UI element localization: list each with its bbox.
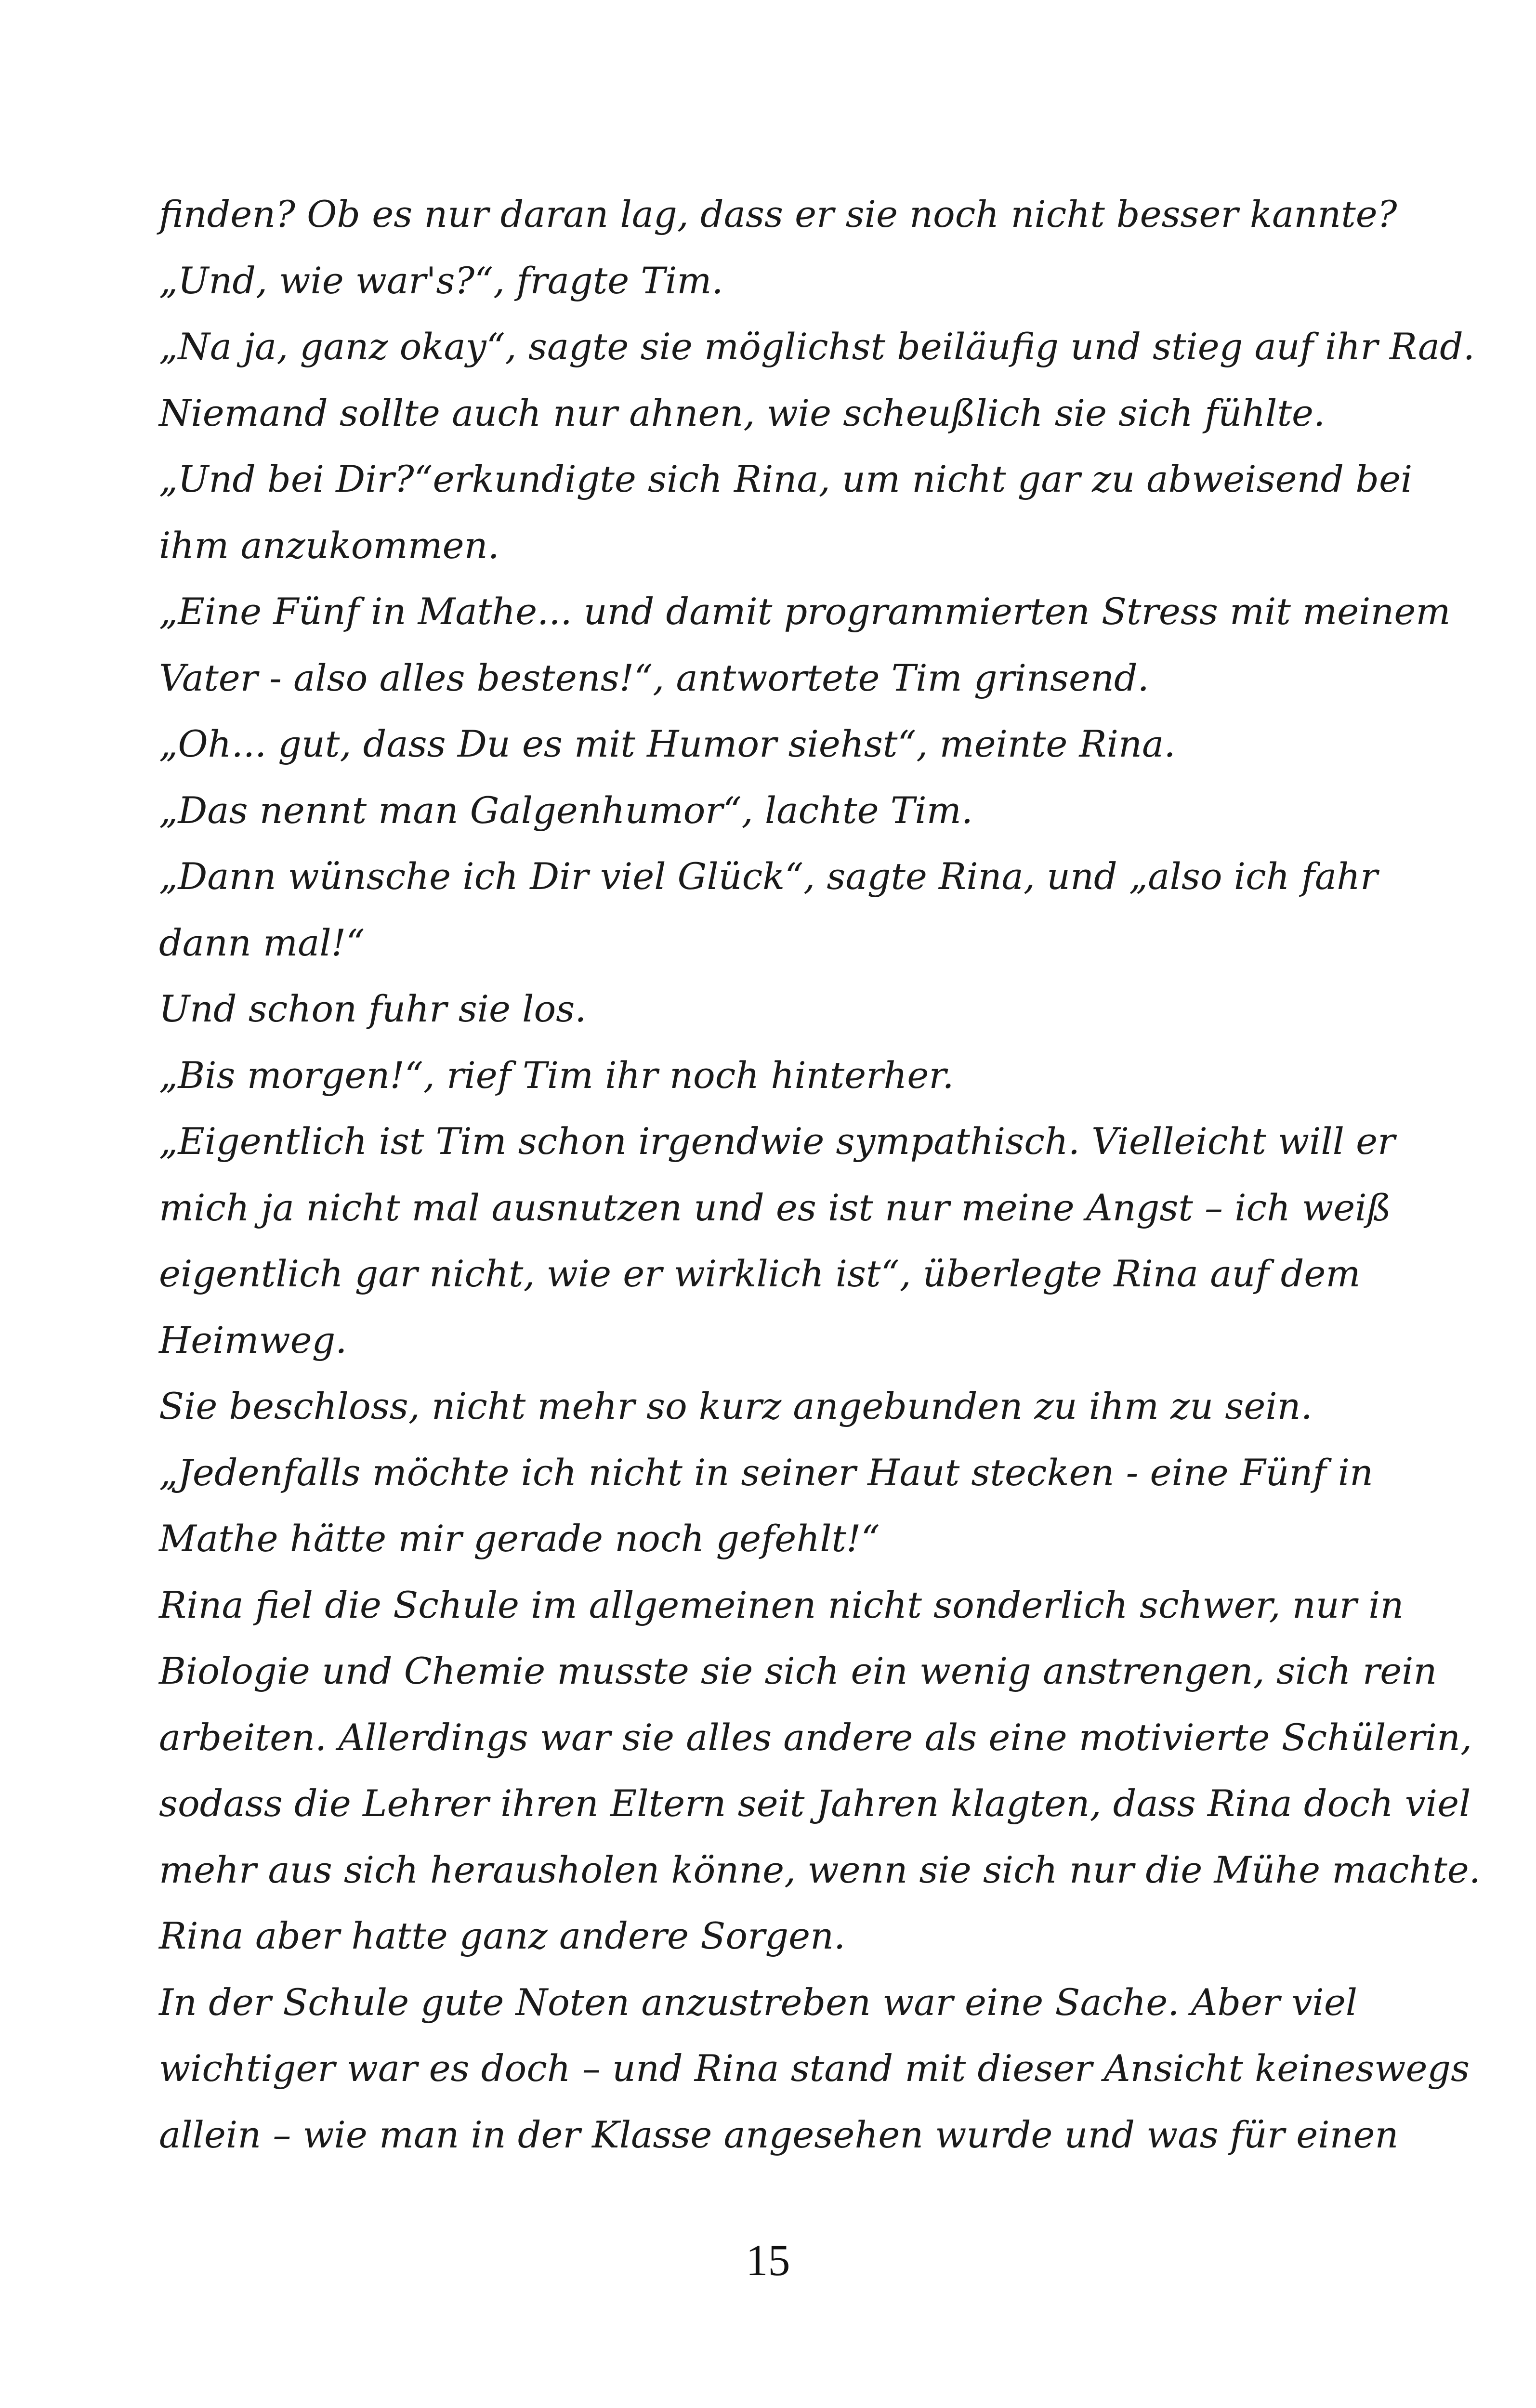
text-line: Sie beschloss, nicht mehr so kurz angebunden zu ihm zu sein. — [159, 1385, 1313, 1427]
text-line: allein – wie man in der Klasse angesehen wurde und was für einen — [159, 2113, 1399, 2156]
text-line: dann mal!“ — [159, 921, 365, 964]
text-line: „Oh... gut, dass Du es mit Humor siehst“, meinte Rina. — [159, 722, 1176, 765]
text-line: „Dann wünsche ich Dir viel Glück“, sagte Rina, und „also ich fahr — [159, 855, 1378, 898]
text-line: Mathe hätte mir gerade noch gefehlt!“ — [159, 1517, 880, 1560]
text-line: Heimweg. — [159, 1318, 347, 1361]
text-line: finden? Ob es nur daran lag, dass er sie noch nicht besser kannte? — [159, 193, 1397, 236]
text-line: wichtiger war es doch – und Rina stand mit dieser Ansicht keineswegs — [159, 2047, 1470, 2090]
text-line: Rina aber hatte ganz andere Sorgen. — [159, 1914, 846, 1957]
text-line: ihm anzukommen. — [159, 523, 499, 567]
text-line: Niemand sollte auch nur ahnen, wie scheußlich sie sich fühlte. — [159, 391, 1326, 434]
text-line: „Und bei Dir?“erkundigte sich Rina, um nicht gar zu abweisend bei — [159, 458, 1413, 500]
text-line: Und schon fuhr sie los. — [159, 987, 587, 1030]
text-line: „Und, wie war's?“, fragte Tim. — [159, 259, 723, 302]
text-line: „Na ja, ganz okay“, sagte sie möglichst beiläufig und stieg auf ihr Rad. — [159, 325, 1475, 368]
text-line: mehr aus sich herausholen könne, wenn sie sich nur die Mühe machte. — [159, 1848, 1481, 1891]
text-line: Vater - also alles bestens!“, antwortete Tim grinsend. — [159, 656, 1149, 699]
text-line: In der Schule gute Noten anzustreben war eine Sache. Aber viel — [159, 1980, 1358, 2024]
text-line: sodass die Lehrer ihren Eltern seit Jahren klagten, dass Rina doch viel — [159, 1782, 1471, 1825]
text-line: Rina fiel die Schule im allgemeinen nicht sonderlich schwer, nur in — [159, 1583, 1404, 1626]
text-line: Biologie und Chemie musste sie sich ein wenig anstrengen, sich rein — [159, 1649, 1437, 1692]
text-line: mich ja nicht mal ausnutzen und es ist nur meine Angst – ich weiß — [159, 1186, 1392, 1229]
text-line: „Eine Fünf in Mathe... und damit programmierten Stress mit meinem — [159, 590, 1451, 633]
page-number: 15 — [746, 2236, 790, 2285]
text-line: arbeiten. Allerdings war sie alles andere als eine motivierte Schülerin, — [159, 1715, 1472, 1759]
text-line: „Jedenfalls möchte ich nicht in seiner Haut stecken - eine Fünf in — [159, 1451, 1373, 1494]
text-line: eigentlich gar nicht, wie er wirklich ist“, überlegte Rina auf dem — [159, 1252, 1361, 1295]
body-text — [159, 181, 1481, 2168]
text-line: „Bis morgen!“, rief Tim ihr noch hinterher. — [159, 1053, 954, 1097]
text-line: „Eigentlich ist Tim schon irgendwie sympathisch. Vielleicht will er — [159, 1120, 1395, 1163]
text-line: „Das nennt man Galgenhumor“, lachte Tim. — [159, 788, 973, 832]
